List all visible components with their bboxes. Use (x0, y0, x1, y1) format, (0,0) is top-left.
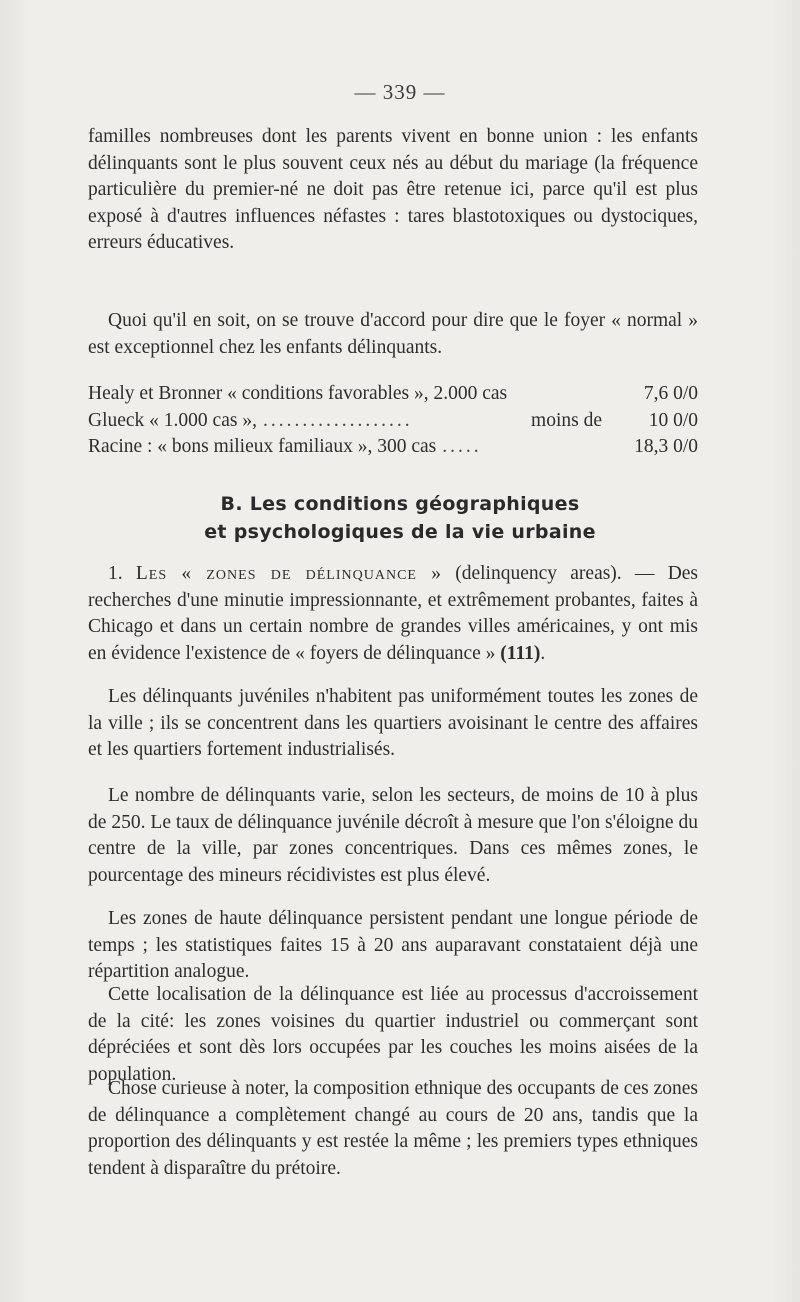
stat-value: 10 0/0 (648, 409, 698, 431)
statistics-list (88, 381, 698, 461)
section-heading-line2: et psychologiques de la vie urbaine (204, 521, 596, 543)
stat-value: 18,3 0/0 (634, 436, 698, 457)
paragraph-text: Les délinquants juvéniles n'habitent pas uniformément toutes les zones de la ville ; ils se concentrent dans les quartiers avoisinant le centre des affaires et les quartiers fortement industrialisés. (88, 686, 698, 760)
paragraph-text: Chose curieuse à noter, la composition ethnique des occupants de ces zones de délinquance a complètement changé au cours de 20 ans, tandis que la proportion des délinquants y est restée la même ; les premiers types ethniques tendent à disparaître du prétoire. (88, 1078, 698, 1179)
paragraph-ethnic-composition (88, 1076, 698, 1182)
stat-label: Healy et Bronner « conditions favorables », 2.000 cas (88, 383, 508, 404)
paragraph-text: Quoi qu'il en soit, on se trouve d'accord pour dire que le foyer « normal » est exceptionnel chez les enfants délinquants. (88, 310, 698, 358)
subsection-number: 1. (108, 563, 123, 584)
stat-row (88, 408, 698, 435)
stat-value: 7,6 0/0 (643, 383, 698, 404)
paragraph-sector-numbers (88, 783, 698, 889)
paragraph-text: Le nombre de délinquants varie, selon les secteurs, de moins de 10 à plus de 250. Le taux de délinquance juvénile décroît à mesure que l'on s'éloigne du centre de la ville, par zones concentriques. Dans ces mêmes zones, le pourcentage des mineurs récidivistes est plus élevé. (88, 785, 698, 886)
paragraph-juvenile-distribution (88, 684, 698, 764)
paragraph-delinquency-zones (88, 561, 698, 667)
subsection-title-english: (delinquency areas). — (455, 563, 655, 584)
stat-label: Racine : « bons milieux familiaux », 300 cas (88, 436, 437, 457)
stat-leader-dots: ................... (262, 409, 413, 431)
stat-row (88, 434, 698, 461)
sentence-end: . (540, 642, 546, 664)
paragraph-text: familles nombreuses dont les parents vivent en bonne union : les enfants délinquants sont le plus souvent ceux nés au début du mariage (la fréquence particulière du premier-né ne doit pas être retenue ici, parce qu'il est plus exposé à d'autres influences néfastes : tares blastotoxiques ou dystociques, erreurs éducatives. (88, 126, 698, 253)
subsection-title: Les « zones de délinquance » (135, 563, 442, 584)
stat-label: Glueck « 1.000 cas », (88, 409, 257, 431)
reference-number: (111) (500, 642, 541, 664)
stat-leader-dots: ..... (442, 436, 482, 457)
paragraph-persistence (88, 906, 698, 986)
paragraph-families (88, 124, 698, 257)
page-number: — 339 — (354, 80, 446, 104)
section-heading-line1: B. Les conditions géographiques (220, 493, 580, 515)
paragraph-text: Les zones de haute délinquance persistent pendant une longue période de temps ; les statistiques faites 15 à 20 ans auparavant constataient déjà une répartition analogue. (88, 908, 698, 982)
subsection-text: Des recherches d'une minutie impressionnante, et extrêmement probantes, faites à Chicago et dans un certain nombre de grandes villes américaines, y ont mis en évidence l'existence de « foyers de délinquance » (88, 563, 699, 664)
stat-row (88, 381, 698, 408)
paragraph-normal-home (88, 308, 698, 361)
stat-prefix: moins de (531, 409, 602, 431)
paragraph-text: Cette localisation de la délinquance est liée au processus d'accroissement de la cité: les zones voisines du quartier industriel ou commerçant sont dépréciées et sont dès lors occupées par les couches les moins aisées de la population. (88, 984, 698, 1085)
paragraph-text (88, 561, 698, 667)
paragraph-localisation (88, 982, 698, 1088)
